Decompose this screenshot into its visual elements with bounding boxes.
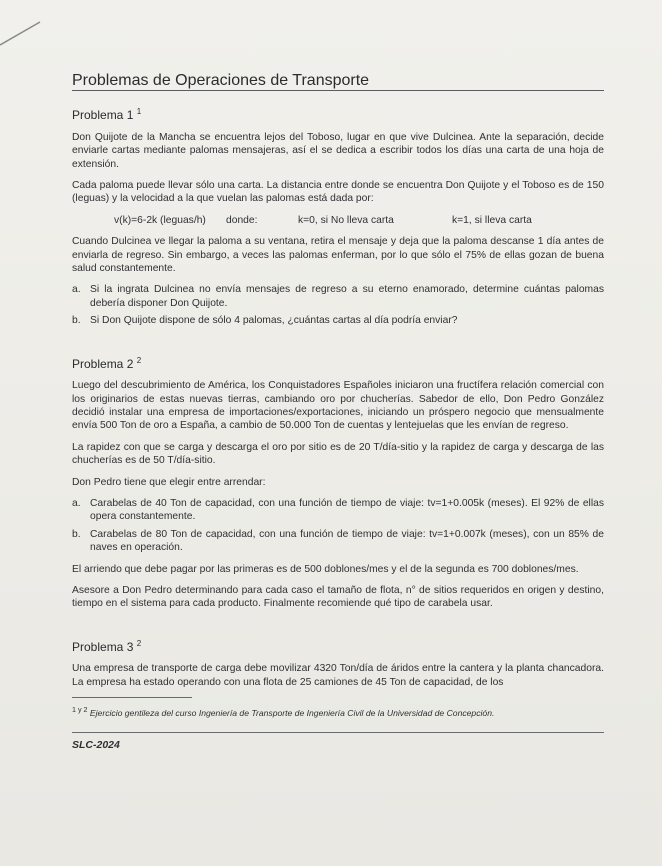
footnote-marker: 1 y 2 (72, 706, 88, 714)
problem-2-paragraph-3: Don Pedro tiene que elegir entre arrendar: (72, 476, 266, 488)
list-item-text: Carabelas de 40 Ton de capacidad, con una función de tiempo de viaje: tv=1+0.005k (meses). El 92% de ellas opera constantemente. (90, 497, 604, 523)
problem-1-heading-text: Problema 1 (72, 108, 134, 123)
list-item-label: b. (72, 315, 81, 327)
problem-3-section (72, 637, 604, 689)
list-item (72, 283, 604, 310)
problem-2-heading-text: Problema 2 (72, 356, 134, 371)
footer-divider (72, 732, 604, 733)
problem-2-paragraph-5: Asesore a Don Pedro determinando para cada caso el tamaño de flota, n° de sitios requeridos en origen y destino, tiempo en el sistema para cada producto. Finalmente recomiende qué tipo de carabela usar. (72, 584, 604, 610)
problem-1-heading (72, 105, 604, 122)
list-item-text: Si Don Quijote dispone de sólo 4 palomas, ¿cuántas cartas al día podría enviar? (90, 315, 458, 327)
formula-k0: k=0, si No lleva carta (298, 214, 394, 226)
formula-k1: k=1, si lleva carta (452, 214, 532, 226)
problem-3-heading (72, 637, 604, 654)
list-item (72, 314, 604, 327)
pen-mark-decoration (0, 0, 60, 60)
list-item-label: a. (72, 497, 81, 509)
footer-code: SLC-2024 (72, 739, 120, 752)
page-title: Problemas de Operaciones de Transporte (72, 74, 604, 91)
problem-3-footnote-ref: 2 (136, 638, 142, 648)
problem-2-footnote-ref: 2 (136, 355, 142, 365)
problem-3-paragraph-1: Una empresa de transporte de carga debe movilizar 4320 Ton/día de áridos entre la cantera y la planta chancadora. La empresa ha estado operando con una flota de 25 camiones de 45 Ton de capacidad, de los (72, 663, 604, 688)
problem-2-paragraph-2: La rapidez con que se carga y descarga el oro por sitio es de 20 T/día-sitio y la rapidez de carga y descarga de las chucherías es de 50 T/día-sitio. (72, 441, 604, 467)
footnote (72, 704, 604, 720)
problem-2-paragraph-1: Luego del descubrimiento de América, los Conquistadores Españoles iniciaron una fructífera relación comercial con los originarios de estas nuevas tierras, cambiando oro por chucherías. Sabedor de ello, Don Pedro González decidió instalar una empresa de importaciones/exportaciones, iniciando un próspero negocio que mensualmente envía 500 Ton de oro a España, a cambio de 50.000 Ton de cuentas y lentejuelas que les envían de regreso. (72, 380, 604, 432)
problem-1-paragraph-1: Don Quijote de la Mancha se encuentra lejos del Toboso, lugar en que vive Dulcinea. Ante la separación, decide enviarle cartas mediante palomas mensajeras, así el se dedica a escribir todos los días una carta de una hoja de extensión. (72, 131, 604, 170)
list-item (72, 528, 604, 555)
problem-2-heading (72, 354, 604, 371)
footnote-divider (72, 697, 192, 698)
velocity-formula (72, 214, 604, 227)
footnote-text: Ejercicio gentileza del curso Ingeniería de Transporte de Ingeniería Civil de la Universidad de Concepción. (89, 707, 495, 718)
problem-1-footnote-ref: 1 (136, 107, 142, 117)
problem-1-paragraph-2: Cada paloma puede llevar sólo una carta. La distancia entre donde se encuentra Don Quijote y el Toboso es de 150 (leguas) y la velocidad a la que vuelan las palomas está dada por: (72, 180, 604, 205)
formula-where: donde: (226, 214, 258, 226)
problem-1-questions (72, 283, 604, 327)
list-item (72, 497, 604, 524)
list-item-label: b. (72, 528, 81, 540)
problem-2-section (72, 354, 604, 611)
document-body (72, 74, 604, 753)
list-item-text: Si la ingrata Dulcinea no envía mensajes de regreso a su eterno enamorado, determine cuántas palomas debería disponer Don Quijote. (90, 284, 604, 309)
problem-1-section (72, 105, 604, 327)
list-item-label: a. (72, 284, 81, 296)
problem-3-heading-text: Problema 3 (72, 639, 134, 654)
problem-2-paragraph-4: El arriendo que debe pagar por las primeras es de 500 doblones/mes y el de la segunda es 700 doblones/mes. (72, 563, 579, 575)
problem-1-paragraph-3: Cuando Dulcinea ve llegar la paloma a su ventana, retira el mensaje y deja que la paloma descanse 1 día antes de enviarla de regreso. Sin embargo, a veces las palomas enferman, por lo que sólo el 75% de ellas gozan de buena salud constantemente. (72, 236, 604, 275)
formula-expression: v(k)=6-2k (leguas/h) (114, 214, 206, 226)
problem-2-options (72, 497, 604, 555)
list-item-text: Carabelas de 80 Ton de capacidad, con una función de tiempo de viaje: tv=1+0.007k (meses), con un 85% de naves en operación. (90, 528, 604, 554)
